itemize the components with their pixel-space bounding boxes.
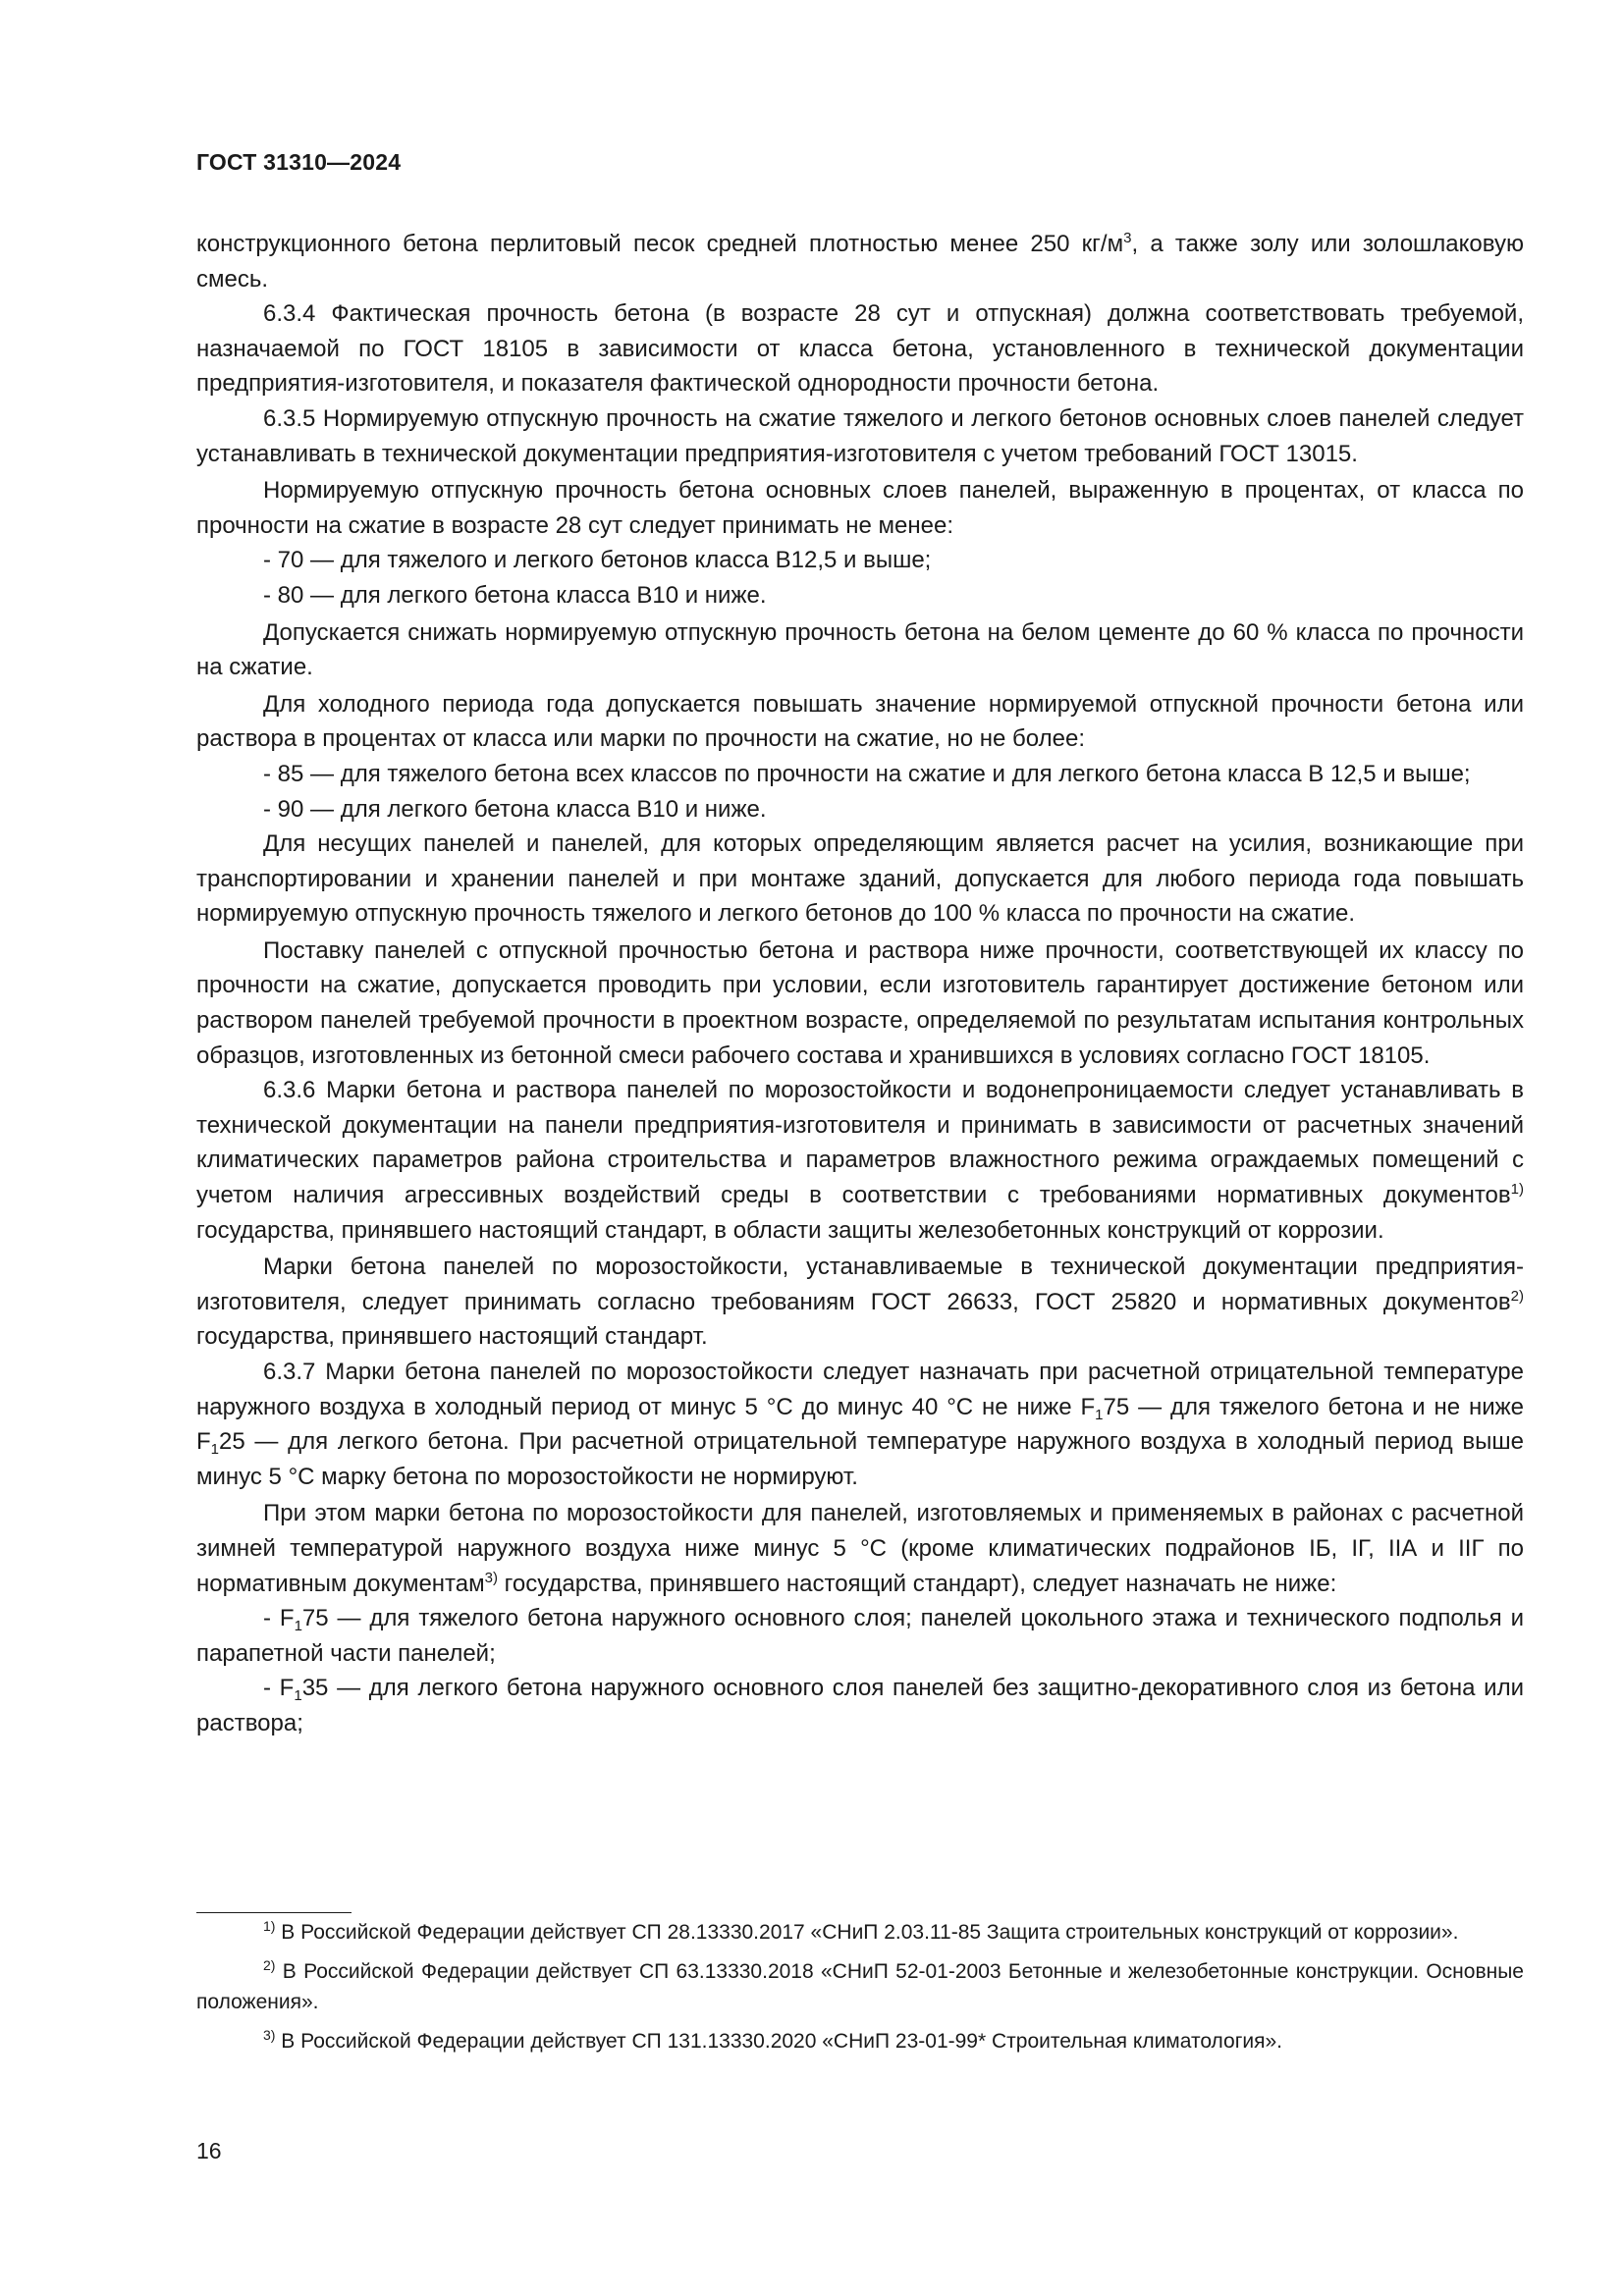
list-item: - 90 — для легкого бетона класса В10 и ниже. (263, 795, 767, 823)
text-run: 75 — для тяжелого бетона и не ниже F (196, 1393, 1525, 1456)
paragraph (196, 1496, 1524, 1601)
list-item (196, 1601, 1524, 1671)
body-text (196, 227, 1524, 1741)
footnote-text: В Российской Федерации действует СП 63.13330.2018 «СНиП 52-01-2003 Бетонные и железобетонные конструкции. Основные положения». (196, 1960, 1524, 2013)
text-run: государства, принявшего настоящий стандарт), следует назначать не ниже: (497, 1570, 1337, 1597)
footnote-2 (196, 1956, 1524, 2017)
superscript: 3 (1123, 230, 1132, 246)
footnote-ref: 2) (1510, 1287, 1524, 1305)
text-run: 25 — для легкого бетона. При расчетной отрицательной температуре наружного воздуха в холодный период выше минус 5 °С марку бетона по морозостойкости не нормируют. (196, 1428, 1524, 1490)
footnote-divider (196, 1912, 352, 1913)
paragraph: Для холодного периода года допускается повышать значение нормируемой отпускной прочности бетона или раствора в процентах от класса или марки по прочности на сжатие, но не более: (196, 690, 1524, 753)
paragraph: Нормируемую отпускную прочность бетона основных слоев панелей, выраженную в процентах, от класса по прочности на сжатие в возрасте 28 сут следует принимать не менее: (196, 477, 1524, 539)
text-run: 75 — для тяжелого бетона наружного основного слоя; панелей цокольного этажа и технического подполья и парапетной части панелей; (196, 1605, 1524, 1667)
text-run: государства, принявшего настоящий стандарт, в области защиты железобетонных конструкций от коррозии. (196, 1216, 1384, 1244)
paragraph: Для несущих панелей и панелей, для которых определяющим является расчет на усилия, возникающие при транспортировании и хранении панелей и при монтаже зданий, допускается для любого периода года повышать нормируемую отпускную прочность тяжелого и легкого бетонов до 100 % класса по прочности на сжатие. (196, 830, 1524, 928)
text-run: Марки бетона панелей по морозостойкости, устанавливаемые в технической документации предприятия-изготовителя, следует принимать согласно требованиям ГОСТ 26633, ГОСТ 25820 и нормативных документов (196, 1254, 1524, 1315)
text-run: - F (263, 1675, 295, 1702)
paragraph-6-3-6 (196, 1073, 1524, 1248)
footnote-text: В Российской Федерации действует СП 131.13330.2020 «СНиП 23-01-99* Строительная климатология». (275, 2030, 1282, 2053)
subscript: 1 (210, 1441, 220, 1459)
subscript: 1 (294, 1687, 302, 1705)
text-run: При этом марки бетона по морозостойкости для панелей, изготовляемых и применяемых в районах с расчетной зимней температурой наружного воздуха ниже минус 5 °С (кроме климатических подрайонов IБ, IГ, IIА и IIГ по нормативным документам (196, 1500, 1524, 1597)
footnote-mark: 2) (263, 1957, 276, 1973)
footnotes (196, 1917, 1524, 2065)
paragraph-6-3-4: 6.3.4 Фактическая прочность бетона (в возрасте 28 сут и отпускная) должна соответствовать требуемой, назначаемой по ГОСТ 18105 в зависимости от класса бетона, установленного в технической документации предприятия-изготовителя, и показателя фактической однородности прочности бетона. (196, 300, 1524, 398)
text-run: 6.3.6 Марки бетона и раствора панелей по морозостойкости и водонепроницаемости следует устанавливать в технической документации на панели предприятия-изготовителя и принимать в зависимости от расчетных значений климатических параметров района строительства и параметров влажностного режима ограждаемых помещений с учетом наличия агрессивных воздействий среды в соответствии с требованиями нормативных документов (196, 1077, 1524, 1209)
paragraph: Допускается снижать нормируемую отпускную прочность бетона на белом цементе до 60 % класса по прочности на сжатие. (196, 618, 1524, 681)
text-run: конструкционного бетона перлитовый песок средней плотностью менее 250 кг/м (196, 231, 1124, 257)
document-code-header: ГОСТ 31310—2024 (196, 149, 402, 175)
text-run: 35 — для легкого бетона наружного основного слоя панелей без защитно-декоративного слоя из бетона или раствора; (196, 1675, 1524, 1736)
text-run: 6.3.7 Марки бетона панелей по морозостойкости следует назначать при расчетной отрицательной температуре наружного воздуха в холодный период от минус 5 °С до минус 40 °С не ниже F (196, 1359, 1524, 1420)
paragraph-6-3-5: 6.3.5 Нормируемую отпускную прочность на сжатие тяжелого и легкого бетонов основных слоев панелей следует устанавливать в технической документации предприятия-изготовителя с учетом требований ГОСТ 13015. (196, 404, 1524, 467)
paragraph-6-3-7 (196, 1355, 1524, 1494)
footnote-ref: 1) (1510, 1181, 1524, 1199)
footnote-text: В Российской Федерации действует СП 28.13330.2017 «СНиП 2.03.11-85 Защита строительных конструкций от коррозии». (275, 1921, 1459, 1944)
footnote-mark: 1) (263, 1918, 276, 1934)
paragraph (196, 1250, 1524, 1355)
paragraph-continuation (196, 227, 1524, 296)
footnote-mark: 3) (263, 2027, 276, 2043)
subscript: 1 (1095, 1406, 1104, 1423)
subscript: 1 (294, 1618, 302, 1635)
list-item: - 80 — для легкого бетона класса В10 и ниже. (263, 581, 767, 609)
text-run: , а также золу или золошлаковую смесь. (196, 231, 1524, 293)
list-item (196, 1671, 1524, 1740)
footnote-3 (196, 2026, 1524, 2056)
paragraph: Поставку панелей с отпускной прочностью бетона и раствора ниже прочности, соответствующей их классу по прочности на сжатие, допускается проводить при условии, если изготовитель гарантирует достижение бетоном или раствором панелей требуемой прочности в проектном возрасте, определяемой по результатам испытания контрольных образцов, изготовленных из бетонной смеси рабочего состава и хранившихся в условиях согласно ГОСТ 18105. (196, 936, 1524, 1069)
footnote-1 (196, 1917, 1524, 1948)
text-run: государства, принявшего настоящий стандарт. (196, 1323, 708, 1351)
list-item: - 85 — для тяжелого бетона всех классов по прочности на сжатие и для легкого бетона класса В 12,5 и выше; (263, 760, 1471, 787)
list-item: - 70 — для тяжелого и легкого бетонов класса В12,5 и выше; (263, 547, 932, 574)
text-run: - F (263, 1605, 295, 1632)
footnote-ref: 3) (484, 1569, 498, 1586)
page-number: 16 (196, 2138, 222, 2163)
